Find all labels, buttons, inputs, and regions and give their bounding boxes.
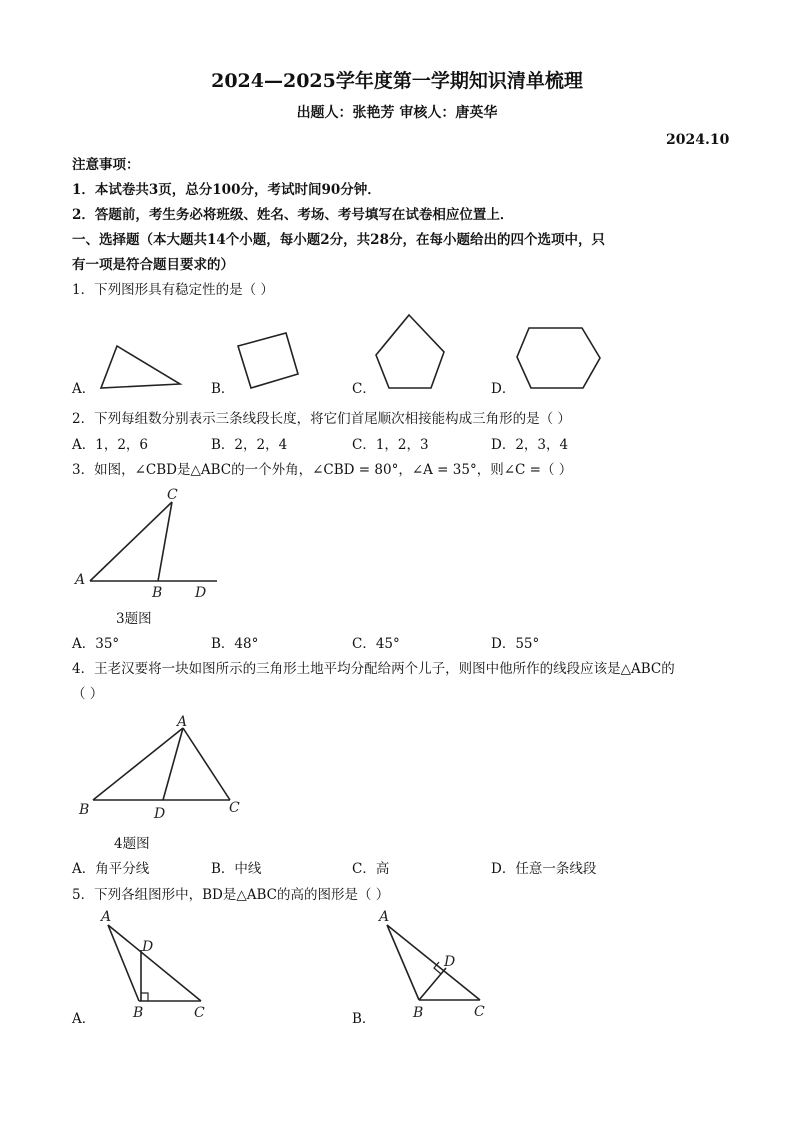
q5-option-b: B． <box>352 1011 376 1027</box>
q3-label-c: C <box>167 487 178 503</box>
notes-item-2: 2．答题前，考生务必将班级、姓名、考场、考号填写在试卷相应位置上． <box>72 207 514 223</box>
q3-option-a: A．35° <box>72 636 120 652</box>
q1-option-b: B． <box>211 381 235 397</box>
q4-label-a: A <box>177 714 188 730</box>
q4-figure <box>0 710 794 830</box>
exam-date: 2024.10 <box>666 132 730 148</box>
q1-stem: 1．下列图形具有稳定性的是（ ） <box>72 282 274 298</box>
q2-option-b: B．2，2，4 <box>211 437 288 453</box>
q4-line-ad <box>163 728 183 800</box>
q5-figure-b <box>377 909 485 1021</box>
q5b-label-c: C <box>474 1004 485 1020</box>
q3-label-b: B <box>152 585 163 601</box>
q5-figure-a <box>99 909 205 1021</box>
q1-figures <box>0 300 794 400</box>
notes-item-1: 1．本试卷共3页，总分100分，考试时间90分钟． <box>72 182 381 198</box>
q2-option-a: A．1，2，6 <box>72 437 149 453</box>
q5b-label-a: A <box>379 909 390 925</box>
q4-label-c: C <box>229 800 240 816</box>
q3-stem: 3．如图，∠CBD是△ABC的一个外角，∠CBD = 80°，∠A = 35°，则∠C =（ ） <box>72 462 573 478</box>
q4-option-c: C．高 <box>352 861 390 877</box>
q5a-label-d: D <box>142 939 154 955</box>
q4-paren: （ ） <box>72 686 104 702</box>
q3-label-a: A <box>75 572 86 588</box>
section-heading-line-2: 有一项是符合题目要求的） <box>72 257 234 273</box>
q4-option-a: A．角平分线 <box>72 861 150 877</box>
section-heading-line-1: 一、选择题（本大题共14个小题，每小题2分，共28分，在每小题给出的四个选项中，只 <box>72 232 605 248</box>
q5-stem: 5．下列各组图形中，BD是△ABC的高的图形是（ ） <box>72 887 390 903</box>
q5a-label-c: C <box>194 1005 205 1021</box>
q5-option-a: A． <box>72 1011 96 1027</box>
page-title: 2024—2025学年度第一学期知识清单梳理 <box>211 70 583 92</box>
q2-stem: 2．下列每组数分别表示三条线段长度，将它们首尾顺次相接能构成三角形的是（ ） <box>72 411 571 427</box>
author-line: 出题人：张艳芳 审核人：唐英华 <box>296 105 498 121</box>
q1-hexagon-shape <box>517 328 600 388</box>
q1-option-a: A． <box>72 381 96 397</box>
q2-option-c: C．1，2，3 <box>352 437 429 453</box>
q4-option-b: B．中线 <box>211 861 262 877</box>
q1-pentagon-shape <box>376 315 444 388</box>
q2-option-d: D．2，3，4 <box>491 437 569 453</box>
q5b-label-d: D <box>444 954 456 970</box>
q1-triangle-shape <box>101 346 180 388</box>
q4-line-ab <box>93 728 183 800</box>
q1-quadrilateral-shape <box>238 333 298 388</box>
notes-heading: 注意事项： <box>72 157 140 173</box>
q4-option-d: D．任意一条线段 <box>491 861 597 877</box>
q4-label-b: B <box>79 802 90 818</box>
q3-label-d: D <box>195 585 207 601</box>
q5b-label-b: B <box>413 1005 424 1021</box>
q4-label-d: D <box>154 806 166 822</box>
q3-option-c: C．45° <box>352 636 400 652</box>
q5-figures <box>0 905 794 1025</box>
q3-option-d: D．55° <box>491 636 540 652</box>
q4-stem: 4．王老汉要将一块如图所示的三角形土地平均分配给两个儿子，则图中他所作的线段应该是△ABC的 <box>72 661 675 677</box>
q4-line-ac <box>183 728 230 800</box>
q1-option-c: C． <box>352 381 376 397</box>
q3-option-b: B．48° <box>211 636 259 652</box>
q5a-label-b: B <box>133 1005 144 1021</box>
q3-figure <box>0 480 794 610</box>
q1-option-d: D． <box>491 381 516 397</box>
q5a-label-a: A <box>101 909 112 925</box>
q4-caption: 4题图 <box>114 836 150 852</box>
q3-caption: 3题图 <box>116 611 152 627</box>
